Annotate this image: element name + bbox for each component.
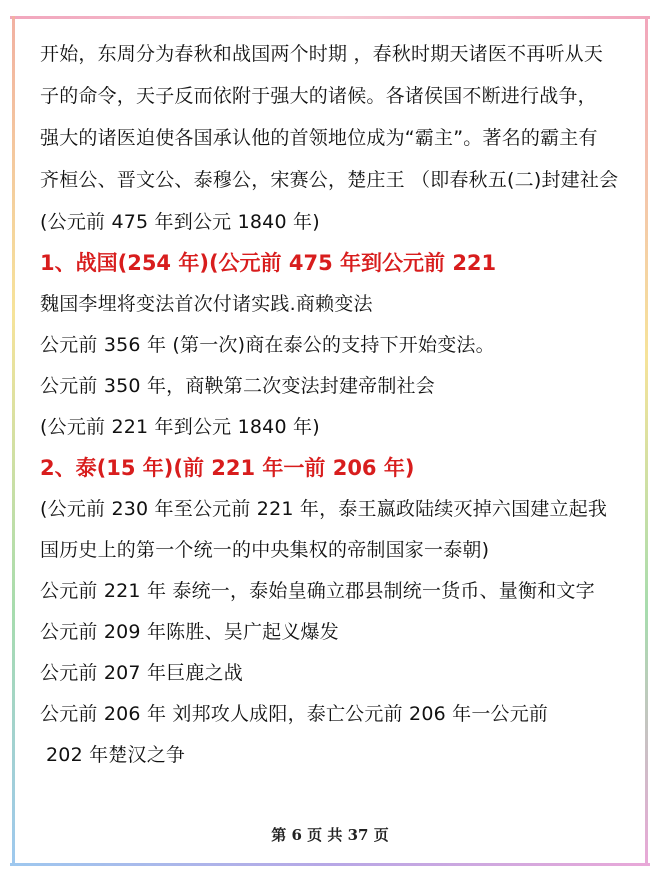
frame-left-border (12, 16, 15, 866)
intro-line: 子的命令，天子反而依附于强大的诸候。各诸侯国不断进行战争， (40, 85, 597, 107)
document-body (40, 42, 630, 767)
section-line: 202 年楚汉之争 (46, 744, 186, 766)
section-line: 公元前 356 年 (第一次)商在泰公的支持下开始变法。 (40, 334, 495, 356)
frame-right-border (645, 16, 648, 866)
frame-bottom-border (10, 863, 650, 866)
intro-line: 强大的诸医迫使各国承认他的首领地位成为“霸主”。著名的霸主有 (40, 127, 598, 149)
section-line: (公元前 221 年到公元 1840 年) (40, 416, 320, 438)
section-line: 公元前 350 年，商鞅第二次变法封建帝制社会 (40, 375, 435, 397)
intro-line: 齐桓公、晋文公、泰穆公，宋赛公，楚庄王 （即春秋五(二)封建社会 (40, 169, 619, 191)
intro-line: (公元前 475 年到公元 1840 年) (40, 211, 320, 233)
page-number-footer: 第 6 页 共 37 页 (271, 826, 389, 844)
section-line: 公元前 221 年 泰统一，泰始皇确立郡县制统一货币、量衡和文字 (40, 580, 595, 602)
section-line: 公元前 206 年 刘邦攻人成阳，泰亡公元前 206 年一公元前 (40, 703, 549, 725)
section-line: 魏国李埋将变法首次付诸实践.商赖变法 (40, 293, 373, 315)
section-line: (公元前 230 年至公元前 221 年，泰王嬴政陆续灭掉六国建立起我 (40, 498, 608, 520)
section-line: 公元前 207 年巨鹿之战 (40, 662, 243, 684)
intro-line: 开始，东周分为春秋和战国两个时期 ，春秋时期天诸医不再听从天 (40, 43, 604, 65)
section-heading-warring-states: 1、战国(254 年)(公元前 475 年到公元前 221 (40, 251, 497, 275)
section-heading-qin: 2、泰(15 年)(前 221 年一前 206 年) (40, 456, 415, 480)
frame-top-border (10, 16, 650, 19)
section-line: 公元前 209 年陈胜、吴广起义爆发 (40, 621, 339, 643)
section-line: 国历史上的第一个统一的中央集权的帝制国家一泰朝) (40, 539, 490, 561)
